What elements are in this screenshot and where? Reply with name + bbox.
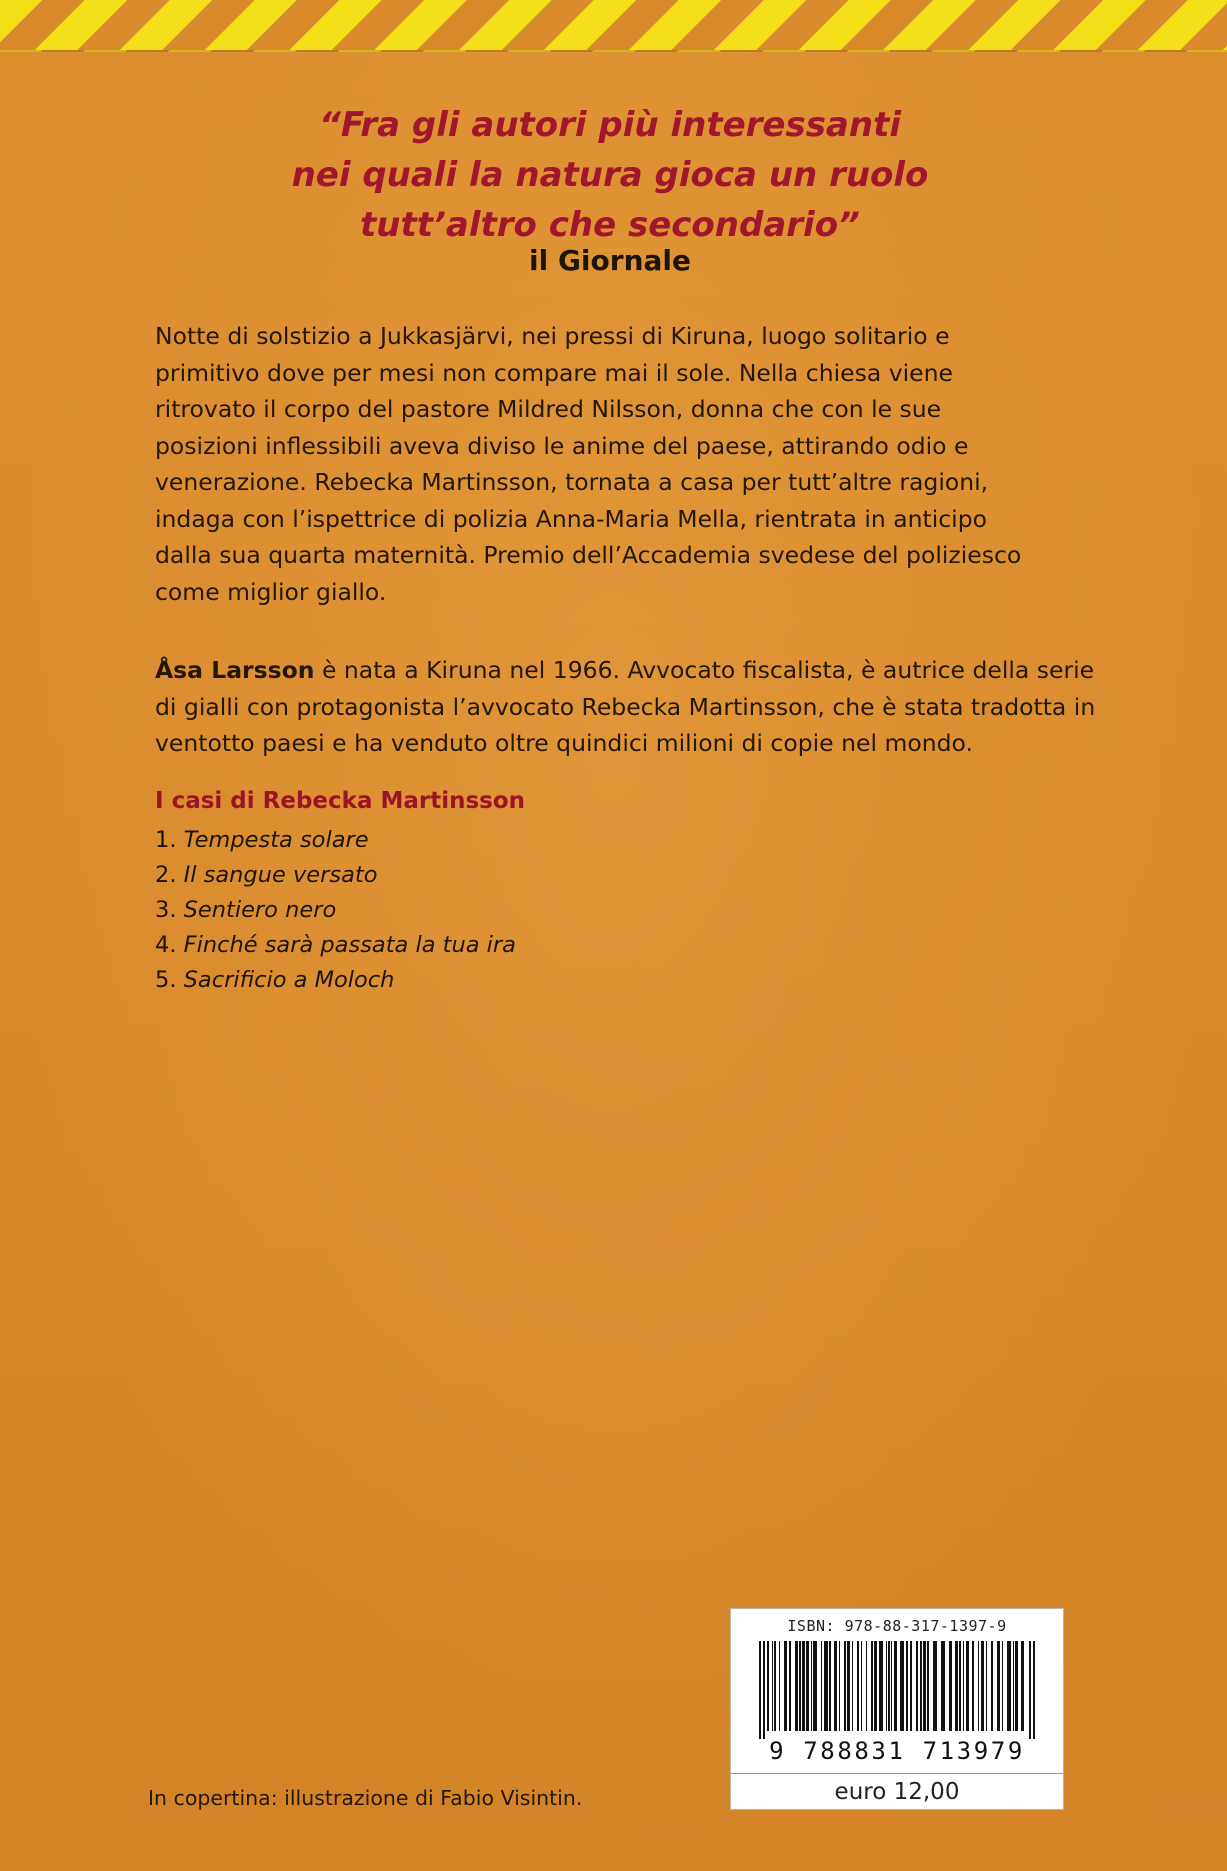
barcode-bar (900, 1641, 904, 1731)
press-quote (260, 100, 960, 250)
barcode-bar (1021, 1641, 1024, 1731)
book-blurb (155, 318, 1085, 610)
barcode-bar (799, 1641, 801, 1731)
barcode-bar (811, 1641, 812, 1731)
barcode-bar (834, 1641, 837, 1731)
price: euro 12,00 (834, 1779, 960, 1805)
list-item (155, 963, 516, 998)
barcode-bar (844, 1641, 846, 1731)
quote-line: tutt’altro che secondario” (360, 205, 860, 245)
barcode-bar (966, 1641, 969, 1731)
barcode-digits: 9 788831 713979 (769, 1737, 1025, 1765)
barcode-bar (1015, 1641, 1018, 1731)
list-item (155, 928, 516, 963)
blurb-line: posizioni inflessibili aveva diviso le anime del paese, attirando odio e (155, 431, 969, 460)
barcode-bar (784, 1641, 787, 1731)
barcode-bars (745, 1641, 1049, 1739)
barcode-bar (888, 1641, 890, 1731)
price-divider (731, 1773, 1063, 1774)
barcode-bar (972, 1641, 974, 1731)
barcode-bar (763, 1641, 765, 1739)
barcode-bar (963, 1641, 964, 1731)
barcode-bar (1033, 1641, 1035, 1739)
barcode-bar (779, 1641, 780, 1731)
barcode-bar (772, 1641, 773, 1731)
barcode-bar (906, 1641, 908, 1731)
barcode-bar (813, 1641, 817, 1731)
barcode-bar (829, 1641, 831, 1731)
book-title: Sentiero nero (183, 897, 337, 923)
barcode-label (730, 1608, 1064, 1810)
book-title: Tempesta solare (183, 827, 369, 853)
author-name: Åsa Larsson (155, 656, 315, 684)
barcode-bar (1029, 1641, 1031, 1739)
barcode-bar (910, 1641, 912, 1731)
barcode-bar (920, 1641, 922, 1731)
barcode-bar (857, 1641, 859, 1731)
bio-line (155, 652, 1095, 689)
barcode-bar (871, 1641, 873, 1731)
bio-line: ventotto paesi e ha venduto oltre quindici milioni di copie nel mondo. (155, 729, 973, 757)
list-number: 1. (155, 827, 177, 853)
blurb-line: dalla sua quarta maternità. Premio dell’Accademia svedese del poliziesco (155, 541, 1022, 569)
series-title: I casi di Rebecka Martinsson (155, 788, 526, 814)
blurb-line: venerazione. Rebecka Martinsson, tornata a casa per tutt’altre ragioni, (155, 468, 989, 496)
list-number: 5. (155, 967, 177, 993)
barcode-bar (959, 1641, 961, 1731)
barcode-bar (839, 1641, 840, 1731)
quote-line: “Fra gli autori più interessanti (318, 105, 901, 145)
barcode-bar (759, 1641, 761, 1739)
barcode-bar (767, 1641, 769, 1731)
barcode-bar (847, 1641, 850, 1731)
quote-line: nei quali la natura gioca un ruolo (291, 155, 929, 195)
isbn-text: ISBN: 978-88-317-1397-9 (787, 1617, 1007, 1635)
bio-line: di gialli con protagonista l’avvocato Rebecka Martinsson, che è stata tradotta in (155, 692, 1096, 721)
barcode-bar (927, 1641, 929, 1731)
barcode-bar (978, 1641, 979, 1731)
barcode-bar (997, 1641, 1000, 1731)
barcode-bar (789, 1641, 791, 1731)
cover-credit: In copertina: illustrazione di Fabio Visintin. (148, 1786, 583, 1810)
book-title: Finché sarà passata la tua ira (183, 932, 516, 958)
barcode-bar (806, 1641, 809, 1731)
list-item (155, 858, 516, 893)
barcode-bar (802, 1641, 805, 1731)
barcode-bar (852, 1641, 853, 1731)
list-number: 3. (155, 897, 177, 923)
list-number: 2. (155, 862, 177, 888)
barcode-bar (955, 1641, 958, 1731)
blurb-line: come miglior giallo. (155, 577, 387, 606)
blurb-line: Notte di solstizio a Jukkasjärvi, nei pressi di Kiruna, luogo solitario e (155, 322, 950, 350)
blurb-line: indaga con l’ispettrice di polizia Anna-Maria Mella, rientrata in anticipo (155, 504, 988, 533)
barcode-bar (1002, 1641, 1003, 1731)
barcode-bar (824, 1641, 828, 1731)
barcode-bar (1013, 1641, 1014, 1731)
blurb-line: ritrovato il corpo del pastore Mildred Nilsson, donna che con le sue (155, 395, 942, 423)
barcode-bar (821, 1641, 822, 1731)
quote-source: il Giornale (529, 244, 691, 277)
book-title: Il sangue versato (183, 862, 378, 888)
barcode-bar (879, 1641, 883, 1731)
barcode-bar (949, 1641, 952, 1731)
barcode-bar (774, 1641, 776, 1731)
barcode-bar (795, 1641, 798, 1731)
barcode-bar (916, 1641, 918, 1731)
hazard-stripes (0, 0, 1227, 52)
blurb-line: primitivo dove per mesi non compare mai il sole. Nella chiesa viene (155, 358, 953, 387)
barcode-bar (933, 1641, 937, 1731)
barcode-bar (923, 1641, 926, 1731)
barcode-bar (861, 1641, 862, 1731)
barcode-bar (1007, 1641, 1011, 1731)
list-item (155, 893, 516, 928)
barcode-bar (981, 1641, 984, 1731)
list-number: 4. (155, 932, 177, 958)
barcode-bar (891, 1641, 892, 1731)
series-list (155, 823, 516, 998)
book-title: Sacrificio a Moloch (183, 967, 395, 993)
barcode-bar (991, 1641, 993, 1731)
barcode-bar (886, 1641, 887, 1731)
barcode-bar (874, 1641, 877, 1731)
list-item (155, 823, 516, 858)
barcode-bar (894, 1641, 897, 1731)
barcode-bar (866, 1641, 867, 1731)
barcode-bar (941, 1641, 945, 1731)
bio-first-line: è nata a Kiruna nel 1966. Avvocato fiscalista, è autrice della serie (314, 656, 1095, 684)
author-bio (155, 652, 1096, 762)
barcode-bar (986, 1641, 987, 1731)
